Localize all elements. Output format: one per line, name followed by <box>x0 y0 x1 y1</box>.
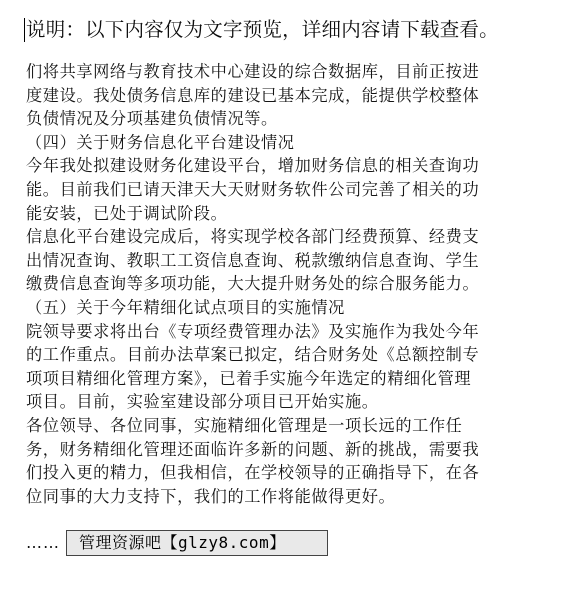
body-line: 们投入更的精力，但我相信，在学校领导的正确指导下，在各 <box>26 463 480 483</box>
body-line: 各位领导、各位同事，实施精细化管理是一项长远的工作任 <box>26 415 463 435</box>
body-line: 缴费信息查询等多项功能，大大提升财务处的综合服务能力。 <box>26 274 480 294</box>
body-line: 位同事的大力支持下，我们的工作将能做得更好。 <box>26 486 396 506</box>
preview-notice: 说明：以下内容仅为文字预览，详细内容请下载查看。 <box>26 18 499 41</box>
body-line: 项项目精细化管理方案》，已着手实施今年选定的精细化管理 <box>26 368 472 388</box>
body-line: 项目。目前，实验室建设部分项目已开始实施。 <box>26 392 379 412</box>
body-line: 能。目前我们已请天津天大天财财务软件公司完善了相关的功 <box>26 179 480 199</box>
text-cursor <box>24 18 25 42</box>
document-body <box>26 60 554 508</box>
body-line: 院领导要求将出台《专项经费管理办法》及实施作为我处今年 <box>26 321 480 341</box>
body-line: 的工作重点。目前办法草案已拟定，结合财务处《总额控制专 <box>26 345 480 365</box>
section-heading: （四）关于财务信息化平台建设情况 <box>26 132 295 152</box>
body-line: 出情况查询、教职工工资信息查询、税款缴纳信息查询、学生 <box>26 250 480 270</box>
continuation-ellipsis: …… <box>26 533 60 552</box>
site-watermark: 管理资源吧【glzy8.com】 <box>66 530 328 556</box>
body-line: 务，财务精细化管理还面临许多新的问题、新的挑战，需要我 <box>26 439 480 459</box>
body-line: 今年我处拟建设财务化建设平台，增加财务信息的相关查询功 <box>26 156 480 176</box>
body-line: 们将共享网络与教育技术中心建设的综合数据库，目前正按进 <box>26 62 480 81</box>
body-line: 信息化平台建设完成后，将实现学校各部门经费预算、经费支 <box>26 227 480 247</box>
body-line: 度建设。我处债务信息库的建设已基本完成，能提供学校整体 <box>26 85 480 105</box>
body-line: 能安装，已处于调试阶段。 <box>26 203 228 223</box>
body-line: 负债情况及分项基建负债情况等。 <box>26 109 278 129</box>
section-heading: （五）关于今年精细化试点项目的实施情况 <box>26 297 345 317</box>
